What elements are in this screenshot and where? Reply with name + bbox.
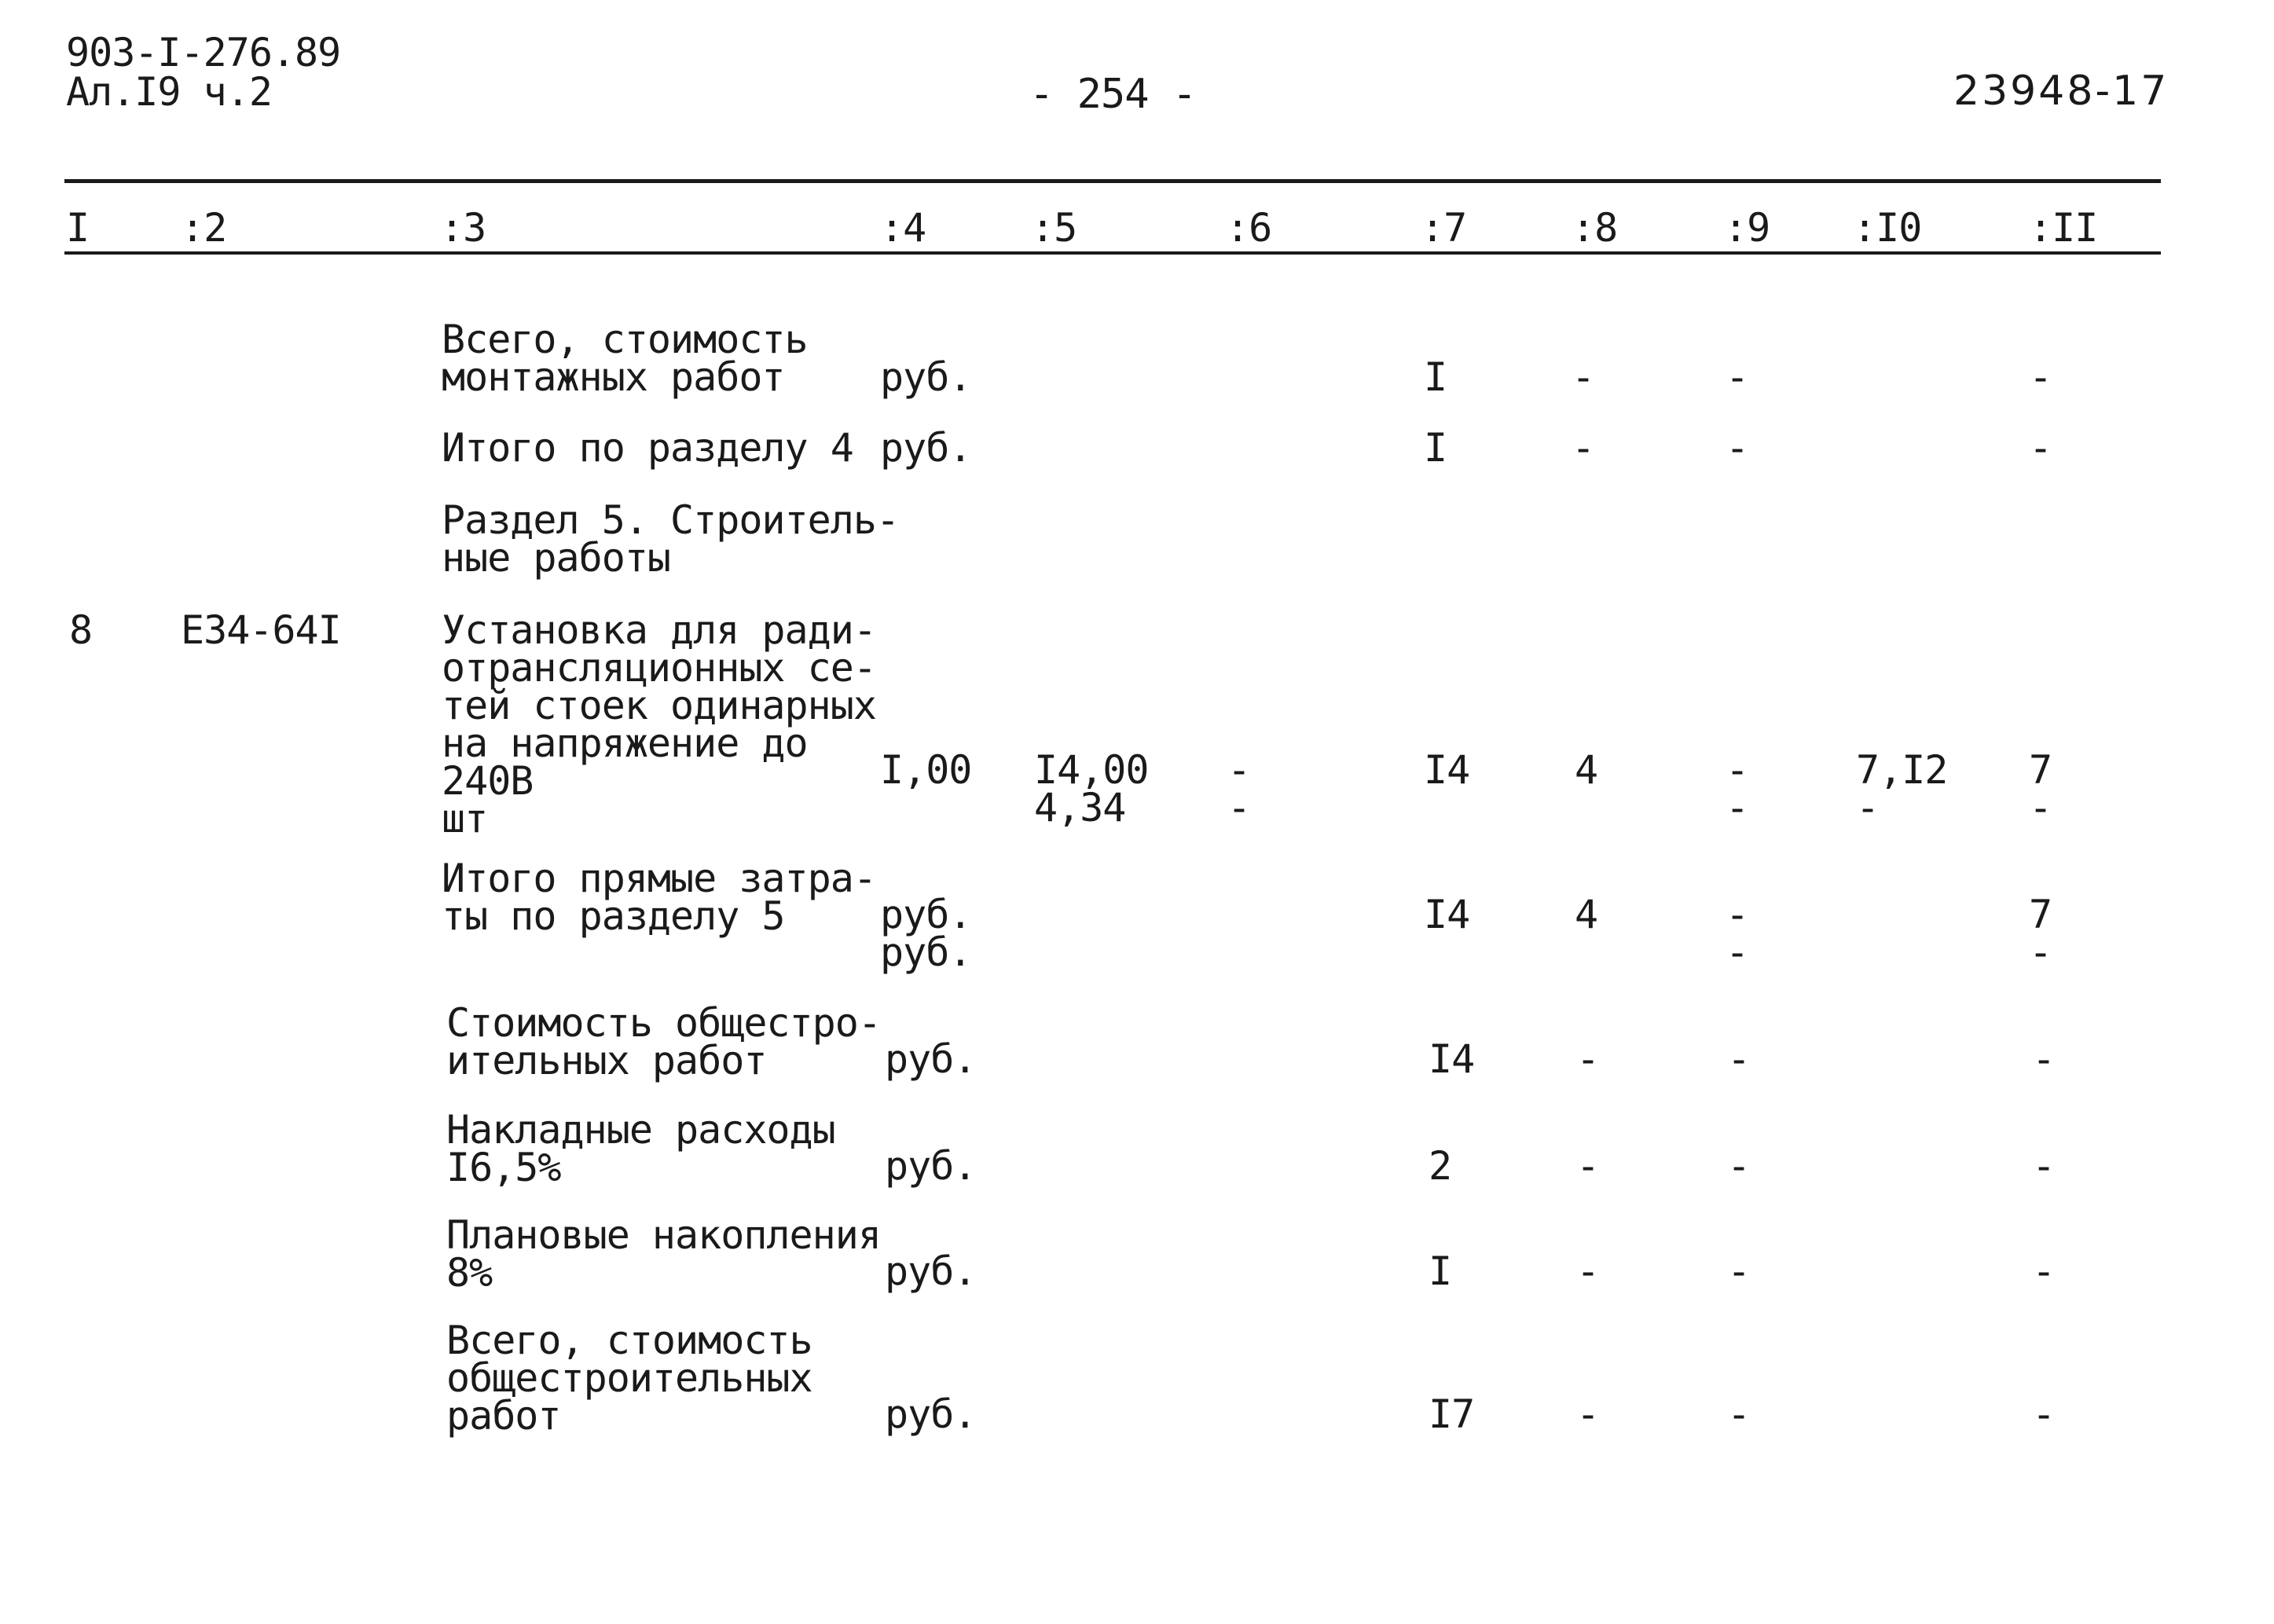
row-quantity: I,00 xyxy=(880,747,972,793)
column-number-5: :5 xyxy=(1031,205,1077,251)
row-col6: - - xyxy=(1227,747,1251,830)
inventory-number: 23948-17 xyxy=(1953,68,2169,115)
item-code: Е34-64I xyxy=(181,607,341,653)
row-col8: - xyxy=(1576,1391,1600,1437)
row-col5: I4,00 4,34 xyxy=(1034,747,1149,830)
row-col11: - xyxy=(2032,1036,2056,1082)
row-col11: - xyxy=(2029,425,2052,471)
album-reference: Ал.I9 ч.2 xyxy=(66,69,272,115)
item-number: 8 xyxy=(69,607,93,653)
row-unit: руб. xyxy=(880,425,972,471)
column-number-1: I xyxy=(66,205,90,251)
row-col11: - xyxy=(2032,1143,2056,1189)
row-col9: - xyxy=(1727,1248,1751,1294)
row-col7: I xyxy=(1429,1248,1452,1294)
row-description: Стоимость общестро- ительных работ xyxy=(446,1000,881,1083)
row-col9: - - xyxy=(1726,892,1749,975)
row-col9: - xyxy=(1727,1143,1751,1189)
row-col9: - xyxy=(1727,1391,1751,1437)
row-col8: - xyxy=(1572,425,1595,471)
row-col9: - xyxy=(1726,425,1749,471)
row-unit: руб. xyxy=(885,1391,977,1437)
row-col7: I xyxy=(1424,354,1447,400)
row-col9: - xyxy=(1726,354,1749,400)
row-unit: руб. руб. xyxy=(880,892,972,975)
row-col9: - - xyxy=(1726,747,1749,830)
row-col8: - xyxy=(1576,1143,1600,1189)
column-number-10: :I0 xyxy=(1853,205,1922,251)
document-code: 903-I-276.89 xyxy=(66,30,341,75)
table-header-rule xyxy=(64,251,2161,255)
row-col8: - xyxy=(1576,1036,1600,1082)
row-col8: 4 xyxy=(1575,747,1598,793)
row-description: Итого прямые затра- ты по разделу 5 xyxy=(442,856,876,939)
row-col8: 4 xyxy=(1575,892,1598,937)
row-col11: - xyxy=(2032,1248,2056,1294)
row-unit: руб. xyxy=(885,1143,977,1189)
row-col11: - xyxy=(2029,354,2052,400)
row-col7: I7 xyxy=(1429,1391,1475,1437)
column-number-9: :9 xyxy=(1724,205,1770,251)
section-heading: Раздел 5. Строитель- ные работы xyxy=(442,497,900,581)
column-number-11: :II xyxy=(2029,205,2098,251)
row-description: Всего, стоимость монтажных работ xyxy=(442,317,808,400)
row-col7: I4 xyxy=(1424,747,1470,793)
row-unit: руб. xyxy=(880,354,972,400)
column-number-6: :6 xyxy=(1226,205,1272,251)
row-col11: 7 - xyxy=(2029,747,2052,830)
column-number-2: :2 xyxy=(181,205,227,251)
row-description: Всего, стоимость общестроительных работ xyxy=(446,1318,812,1439)
row-col9: - xyxy=(1727,1036,1751,1082)
row-col7: I4 xyxy=(1429,1036,1475,1082)
column-number-7: :7 xyxy=(1421,205,1467,251)
row-unit: руб. xyxy=(885,1036,977,1082)
row-col7: 2 xyxy=(1429,1143,1452,1189)
row-col10: 7,I2 - xyxy=(1856,747,1948,830)
row-description: Итого по разделу 4 xyxy=(442,425,853,471)
row-col7: I4 xyxy=(1424,892,1470,937)
row-description: Накладные расходы I6,5% xyxy=(446,1107,835,1190)
row-col11: 7 - xyxy=(2029,892,2052,975)
column-number-3: :3 xyxy=(440,205,486,251)
row-col8: - xyxy=(1576,1248,1600,1294)
row-description: Установка для ради- отрансляционных се- тей стоек одинарных на напряжение до 240В шт xyxy=(442,607,876,841)
row-col8: - xyxy=(1572,354,1595,400)
column-number-4: :4 xyxy=(880,205,926,251)
row-description: Плановые накопления 8% xyxy=(446,1212,881,1296)
row-col11: - xyxy=(2032,1391,2056,1437)
column-number-8: :8 xyxy=(1572,205,1618,251)
row-col7: I xyxy=(1424,425,1447,471)
row-unit: руб. xyxy=(885,1248,977,1294)
table-top-rule xyxy=(64,179,2161,183)
page-number: - 254 - xyxy=(1029,71,1197,118)
